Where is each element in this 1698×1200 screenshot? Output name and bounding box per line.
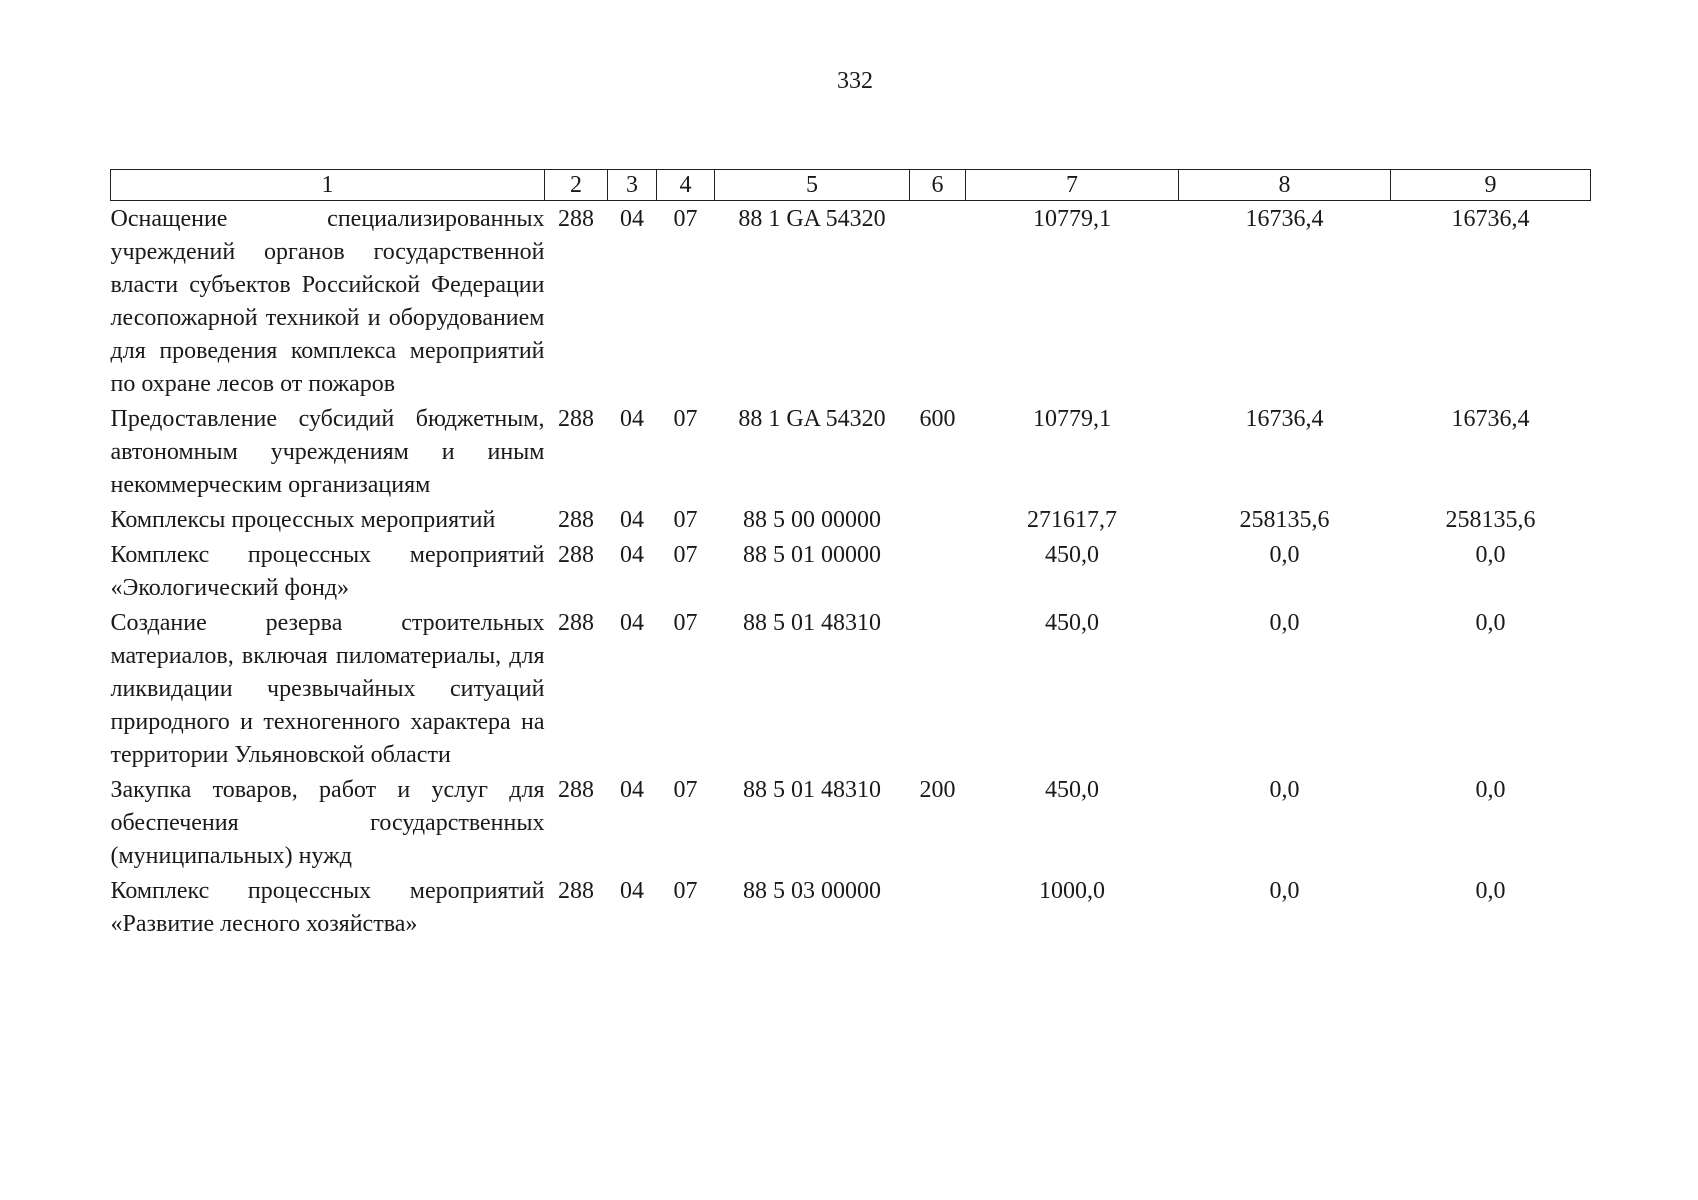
row-expense-type [910, 605, 966, 772]
row-expense-type [910, 201, 966, 402]
row-subsection: 07 [673, 777, 698, 803]
table-row [111, 502, 1591, 537]
row-value-col8: 0,0 [1269, 542, 1300, 568]
column-header-8: 8 [1179, 170, 1391, 201]
row-name: Создание резерва строительных материалов, включая пиломатериалы, для ликвидации чрезвычайных ситуаций природного и техногенного характера на территории Ульяновской области [110, 610, 545, 768]
column-header-3: 3 [608, 170, 657, 201]
row-section: 04 [620, 406, 644, 432]
row-value-col7: 1000,0 [1039, 878, 1105, 904]
row-subsection: 07 [673, 610, 698, 636]
row-target-code: 88 5 01 48310 [743, 610, 881, 636]
row-subsection: 07 [673, 206, 698, 232]
row-target-code: 88 5 03 00000 [743, 878, 881, 904]
row-section: 04 [620, 542, 644, 568]
row-admin-code: 288 [558, 507, 594, 533]
row-target-code: 88 5 01 48310 [743, 777, 881, 803]
table-row [111, 401, 1591, 502]
row-subsection: 07 [673, 878, 698, 904]
row-subsection: 07 [673, 542, 698, 568]
column-header-6: 6 [910, 170, 966, 201]
row-admin-code: 288 [558, 206, 594, 232]
row-value-col8: 0,0 [1269, 610, 1300, 636]
table-body [111, 201, 1591, 942]
column-header-1: 1 [111, 170, 545, 201]
row-value-col9: 258135,6 [1445, 507, 1536, 533]
table-row [111, 201, 1591, 402]
row-name: Оснащение специализированных учреждений органов государственной власти субъектов Российской Федерации лесопожарной техникой и оборудованием для проведения комплекса мероприятий по охране лесов от пожаров [110, 206, 545, 397]
row-value-col9: 0,0 [1475, 542, 1506, 568]
column-header-2: 2 [545, 170, 608, 201]
row-value-col7: 450,0 [1045, 542, 1099, 568]
row-admin-code: 288 [558, 406, 594, 432]
row-value-col7: 10779,1 [1033, 206, 1111, 232]
row-target-code: 88 1 GA 54320 [738, 206, 886, 232]
row-admin-code: 288 [558, 610, 594, 636]
row-target-code: 88 5 01 00000 [743, 542, 881, 568]
row-admin-code: 288 [558, 542, 594, 568]
row-section: 04 [620, 777, 644, 803]
row-value-col8: 0,0 [1269, 878, 1300, 904]
row-subsection: 07 [673, 507, 698, 533]
column-header-9: 9 [1391, 170, 1591, 201]
row-expense-type [910, 537, 966, 605]
row-value-col9: 0,0 [1475, 610, 1506, 636]
budget-table [110, 169, 1591, 941]
row-section: 04 [620, 507, 644, 533]
table-header [111, 170, 1591, 201]
row-admin-code: 288 [558, 878, 594, 904]
row-value-col8: 16736,4 [1245, 406, 1324, 432]
row-name: Предоставление субсидий бюджетным, автономным учреждениям и иным некоммерческим организациям [110, 406, 545, 498]
row-value-col9: 0,0 [1475, 777, 1506, 803]
row-value-col9: 16736,4 [1451, 406, 1530, 432]
row-name: Закупка товаров, работ и услуг для обеспечения государственных (муниципальных) нужд [110, 777, 545, 869]
row-subsection: 07 [673, 406, 698, 432]
page-number [0, 68, 1698, 95]
row-expense-type: 200 [919, 777, 956, 803]
table-row [111, 537, 1591, 605]
row-target-code: 88 1 GA 54320 [738, 406, 886, 432]
column-header-4: 4 [657, 170, 715, 201]
row-name: Комплекс процессных мероприятий «Развитие лесного хозяйства» [110, 878, 545, 937]
row-target-code: 88 5 00 00000 [743, 507, 881, 533]
row-value-col7: 450,0 [1045, 777, 1099, 803]
row-section: 04 [620, 610, 644, 636]
column-header-5: 5 [715, 170, 910, 201]
row-value-col8: 0,0 [1269, 777, 1300, 803]
table-row [111, 873, 1591, 941]
row-name: Комплексы процессных мероприятий [110, 507, 496, 533]
row-value-col8: 258135,6 [1239, 507, 1330, 533]
column-header-7: 7 [966, 170, 1179, 201]
row-value-col7: 450,0 [1045, 610, 1099, 636]
row-admin-code: 288 [558, 777, 594, 803]
row-value-col7: 10779,1 [1033, 406, 1111, 432]
row-section: 04 [620, 206, 644, 232]
row-expense-type: 600 [919, 406, 956, 432]
row-value-col8: 16736,4 [1245, 206, 1324, 232]
page-number-text: 332 [837, 68, 873, 94]
row-expense-type [910, 502, 966, 537]
row-name: Комплекс процессных мероприятий «Экологический фонд» [110, 542, 545, 601]
row-section: 04 [620, 878, 644, 904]
row-value-col9: 16736,4 [1451, 206, 1530, 232]
row-expense-type [910, 873, 966, 941]
table-row [111, 772, 1591, 873]
row-value-col7: 271617,7 [1027, 507, 1117, 533]
row-value-col9: 0,0 [1475, 878, 1506, 904]
table-row [111, 605, 1591, 772]
